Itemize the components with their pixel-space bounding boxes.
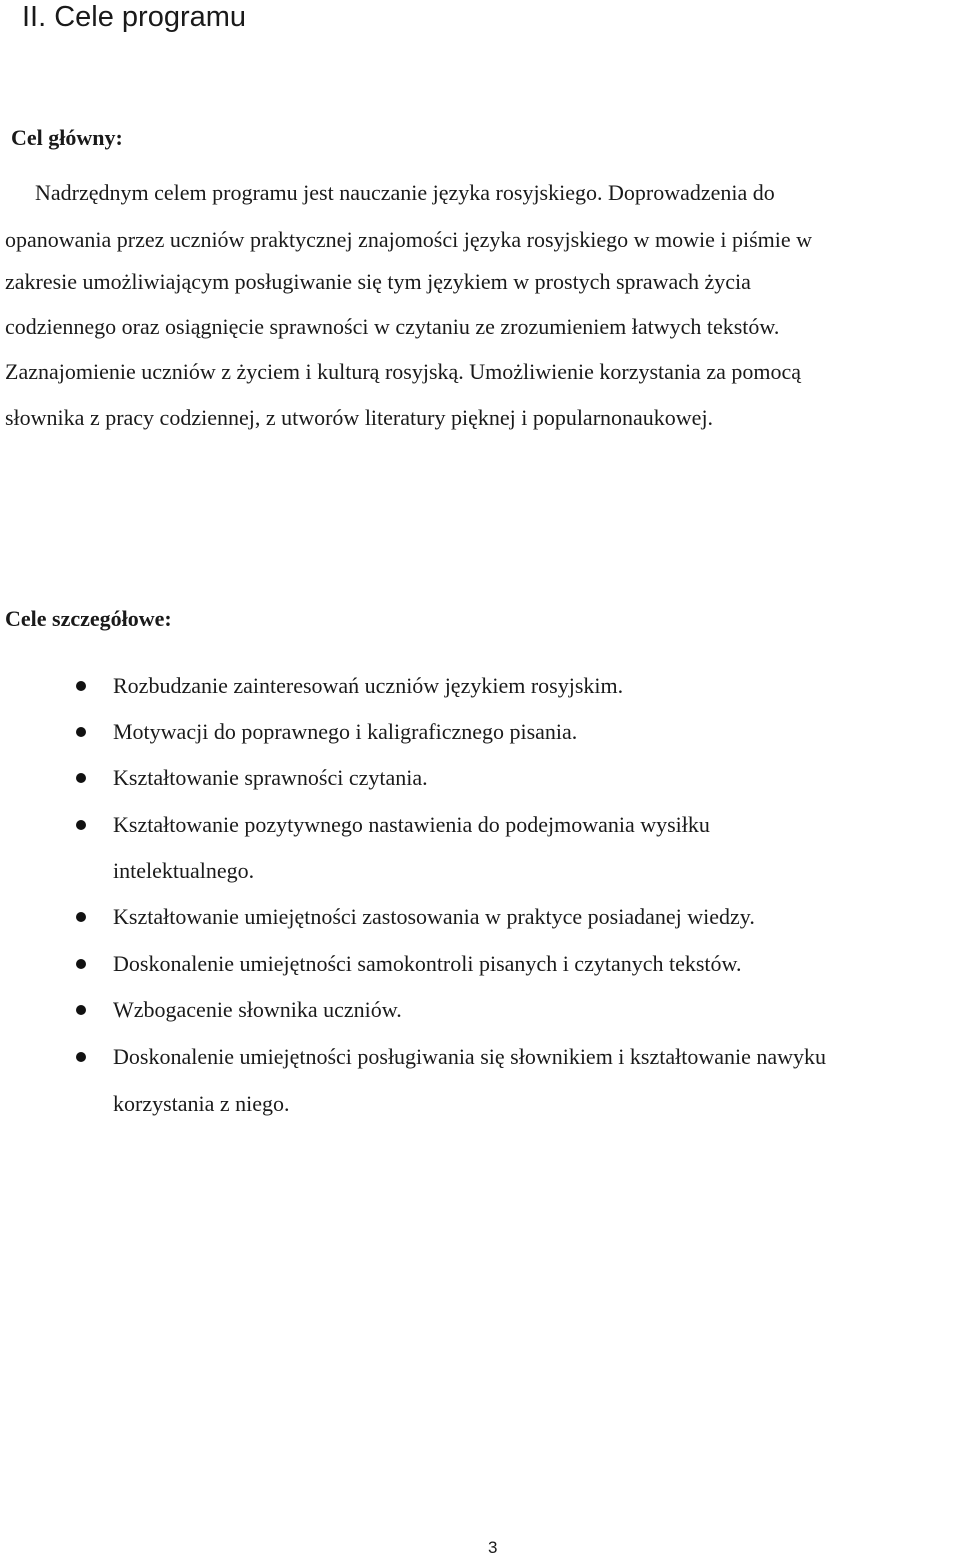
list-item: Kształtowanie sprawności czytania. — [113, 765, 428, 790]
bullet-icon — [76, 1005, 86, 1015]
bullet-icon — [76, 773, 86, 783]
list-item: Wzbogacenie słownika uczniów. — [113, 997, 402, 1022]
detailed-goals-heading: Cele szczegółowe: — [5, 606, 172, 631]
paragraph-line: Zaznajomienie uczniów z życiem i kulturą rosyjską. Umożliwienie korzystania za pomocą — [5, 359, 801, 384]
bullet-icon — [76, 727, 86, 737]
list-item: Kształtowanie pozytywnego nastawienia do podejmowania wysiłku — [113, 812, 710, 837]
paragraph-line: codziennego oraz osiągnięcie sprawności w czytaniu ze zrozumieniem łatwych tekstów. — [5, 314, 780, 339]
list-item: Motywacji do poprawnego i kaligraficznego pisania. — [113, 719, 578, 744]
list-item-continuation: intelektualnego. — [113, 858, 255, 883]
paragraph-line: opanowania przez uczniów praktycznej znajomości języka rosyjskiego w mowie i piśmie w — [5, 227, 813, 252]
list-item: Kształtowanie umiejętności zastosowania w praktyce posiadanej wiedzy. — [113, 904, 755, 929]
paragraph-line: słownika z pracy codziennej, z utworów literatury pięknej i popularnonaukowej. — [5, 405, 714, 430]
paragraph-line: Nadrzędnym celem programu jest nauczanie języka rosyjskiego. Doprowadzenia do — [35, 180, 775, 205]
bullet-icon — [76, 959, 86, 969]
page-number: 3 — [488, 1538, 498, 1557]
list-item: Doskonalenie umiejętności posługiwania się słownikiem i kształtowanie nawyku — [113, 1044, 827, 1069]
list-item: Rozbudzanie zainteresowań uczniów językiem rosyjskim. — [113, 673, 624, 698]
page-title: II. Cele programu — [22, 1, 247, 33]
bullet-icon — [76, 1052, 86, 1062]
list-item: Doskonalenie umiejętności samokontroli pisanych i czytanych tekstów. — [113, 951, 742, 976]
paragraph-line: zakresie umożliwiającym posługiwanie się tym językiem w prostych sprawach życia — [5, 269, 751, 294]
bullet-icon — [76, 820, 86, 830]
bullet-icon — [76, 912, 86, 922]
main-goal-heading: Cel główny: — [11, 125, 123, 150]
bullet-icon — [76, 681, 86, 691]
list-item-continuation: korzystania z niego. — [113, 1091, 290, 1116]
